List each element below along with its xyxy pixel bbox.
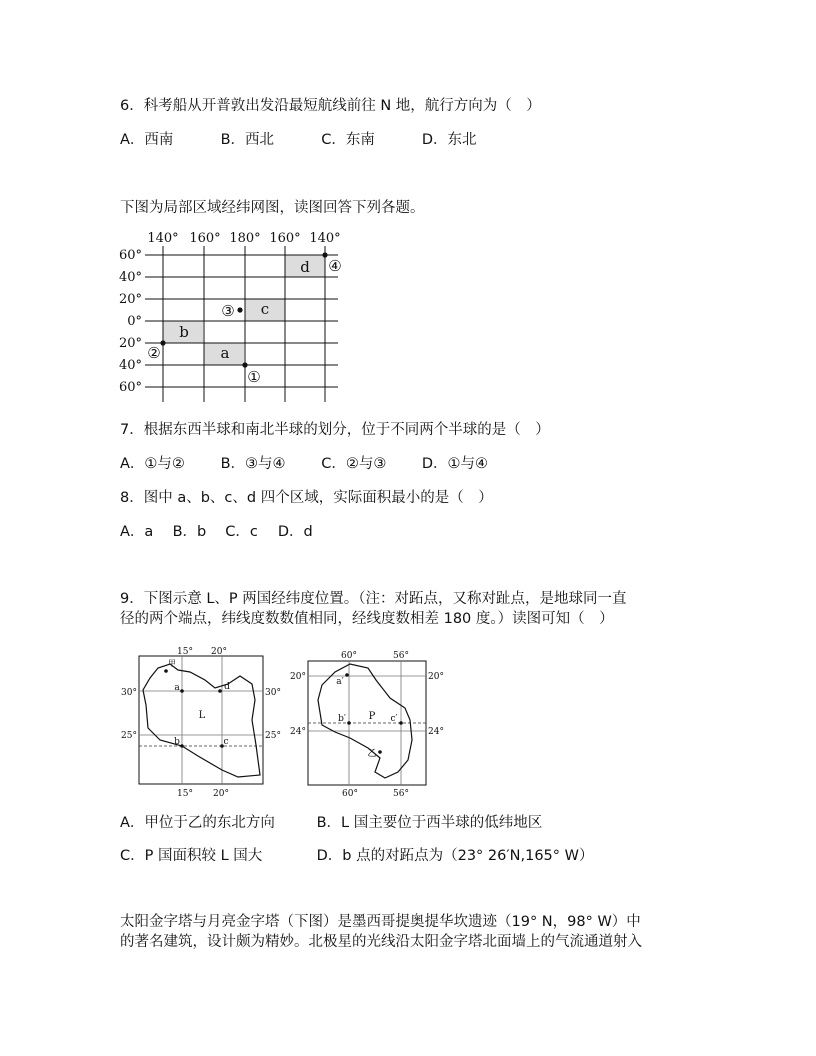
option-b: B．L 国主要位于西半球的低纬地区 bbox=[316, 815, 543, 831]
map-l-lat: 25° bbox=[265, 731, 281, 741]
option-d: D．b 点的对跖点为（23° 26′N,165° W） bbox=[316, 848, 594, 864]
map-p-lat: 20° bbox=[290, 672, 306, 682]
map-p-country: P bbox=[368, 711, 376, 722]
option-d: D．东北 bbox=[421, 132, 477, 148]
region-c-label: c bbox=[260, 300, 270, 318]
question-6-stem: 6．科考船从开普敦出发沿最短航线前往 N 地，航行方向为（ ） bbox=[120, 98, 541, 114]
point-1-label: ① bbox=[247, 368, 261, 386]
option-c: C．c bbox=[225, 524, 258, 540]
question-6-options bbox=[120, 130, 477, 150]
passage-line2: 的著名建筑，设计颇为精妙。北极星的光线沿太阳金字塔北面墙上的气流通道射入 bbox=[120, 934, 642, 950]
option-c: C．东南 bbox=[321, 132, 375, 148]
point-4-label: ④ bbox=[328, 257, 342, 275]
point-1-dot bbox=[242, 362, 247, 367]
passage-line1: 太阳金字塔与月亮金字塔（下图）是墨西哥提奥提华坎遗迹（19° N，98° W）中 bbox=[120, 914, 641, 930]
lat-label: 40° bbox=[118, 270, 142, 285]
intro-7-8: 下图为局部区域经纬网图，读图回答下列各题。 bbox=[120, 200, 425, 216]
option-b: B．b bbox=[172, 524, 207, 540]
map-l-point-d: d bbox=[224, 682, 230, 692]
option-d: D．①与④ bbox=[421, 456, 488, 472]
question-8-options bbox=[120, 522, 313, 542]
map-l-point-c: c bbox=[223, 737, 229, 747]
map-p-lat: 20° bbox=[428, 672, 444, 682]
lon-label: 140° bbox=[147, 231, 179, 246]
option-a: A．甲位于乙的东北方向 bbox=[120, 815, 275, 831]
lon-label: 160° bbox=[269, 231, 301, 246]
question-9-options-row2 bbox=[120, 846, 593, 866]
question-9-stem-line1: 9．下图示意 L、P 两国经纬度位置。（注：对跖点，又称对趾点，是地球同一直 bbox=[120, 591, 627, 607]
question-7-options bbox=[120, 454, 488, 474]
graticule-grid-figure bbox=[110, 226, 350, 406]
lat-label: 60° bbox=[118, 380, 142, 395]
option-a: A．①与② bbox=[120, 456, 185, 472]
question-9-stem-line2: 径的两个端点，纬线度数数值相同，经线度数相差 180 度。）读图可知（ ） bbox=[120, 611, 614, 627]
lat-label: 40° bbox=[118, 358, 142, 373]
map-p-point-c-prime: c′ bbox=[390, 714, 398, 724]
region-d-label: d bbox=[300, 258, 310, 276]
map-p-point-a-prime: a′ bbox=[336, 677, 344, 687]
lon-label: 180° bbox=[229, 231, 261, 246]
map-p-bottom-lon: 56° bbox=[393, 789, 409, 799]
map-p-point-b-prime: b′ bbox=[338, 714, 346, 724]
map-l-point-b: b bbox=[174, 737, 180, 747]
region-a-label: a bbox=[220, 344, 230, 362]
map-l-bottom-lon: 15° bbox=[177, 789, 193, 799]
map-l-point-jia: 甲 bbox=[168, 659, 176, 668]
lon-label: 160° bbox=[189, 231, 221, 246]
map-l-point-a: a bbox=[174, 683, 180, 693]
option-a: A．a bbox=[120, 524, 154, 540]
map-l-country: L bbox=[198, 710, 206, 721]
question-9-options-row1 bbox=[120, 813, 542, 833]
map-p-top-lon: 56° bbox=[393, 651, 409, 661]
map-l-figure bbox=[112, 642, 292, 802]
option-c: C．②与③ bbox=[321, 456, 387, 472]
map-p-point-yi: 乙 bbox=[367, 749, 377, 759]
map-l-lat: 30° bbox=[121, 688, 137, 698]
option-b: B．③与④ bbox=[220, 456, 286, 472]
region-b-label: b bbox=[179, 323, 189, 341]
map-l-lat: 25° bbox=[121, 731, 137, 741]
map-l-top-lon: 15° bbox=[177, 647, 193, 657]
map-p-lat: 24° bbox=[428, 727, 444, 737]
map-p-bottom-lon: 60° bbox=[342, 789, 358, 799]
lat-label: 20° bbox=[118, 336, 142, 351]
point-2-dot bbox=[160, 340, 165, 345]
point-3-dot bbox=[237, 307, 242, 312]
map-l-bottom-lon: 20° bbox=[213, 789, 229, 799]
map-l-lat: 30° bbox=[265, 688, 281, 698]
point-2-label: ② bbox=[147, 344, 161, 362]
question-7-stem: 7．根据东西半球和南北半球的划分，位于不同两个半球的是（ ） bbox=[120, 422, 550, 438]
lat-label: 60° bbox=[118, 248, 142, 263]
lat-label: 0° bbox=[127, 314, 142, 329]
map-l-top-lon: 20° bbox=[211, 647, 227, 657]
map-p-top-lon: 60° bbox=[341, 651, 357, 661]
option-a: A．西南 bbox=[120, 132, 174, 148]
option-c: C．P 国面积较 L 国大 bbox=[120, 848, 263, 864]
question-8-stem: 8．图中 a、b、c、d 四个区域，实际面积最小的是（ ） bbox=[120, 490, 493, 506]
lat-label: 20° bbox=[118, 292, 142, 307]
map-p-figure bbox=[284, 642, 448, 802]
option-d: D．d bbox=[277, 524, 313, 540]
point-4-dot bbox=[322, 252, 327, 257]
map-p-lat: 24° bbox=[290, 727, 306, 737]
point-3-label: ③ bbox=[221, 302, 235, 320]
lon-label: 140° bbox=[309, 231, 341, 246]
option-b: B．西北 bbox=[220, 132, 275, 148]
